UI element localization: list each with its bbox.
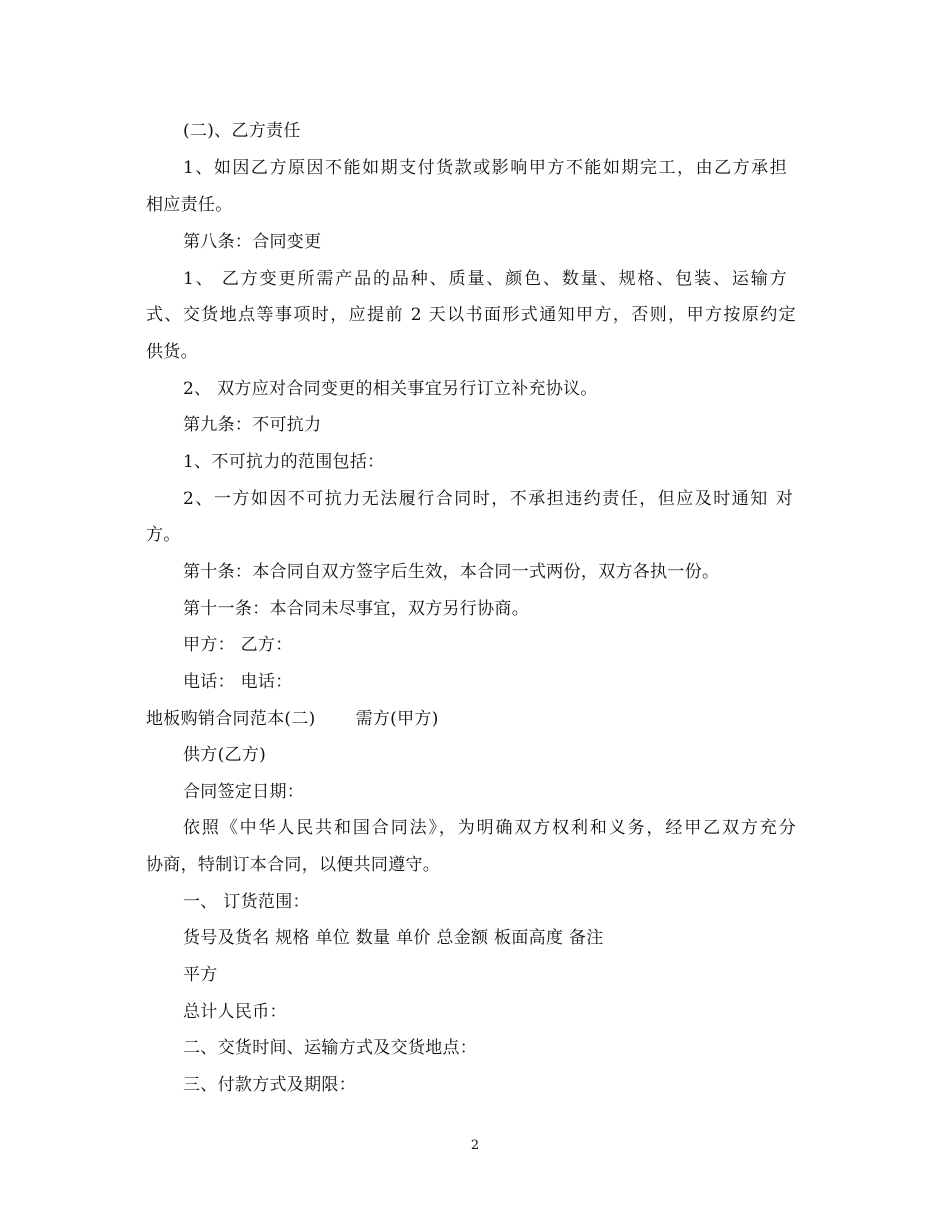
contract-title-line	[146, 708, 439, 730]
paragraph-line: 1、如因乙方原因不能如期支付货款或影响甲方不能如期完工，由乙方承担	[183, 158, 787, 178]
paragraph-line: 方。	[146, 525, 181, 545]
article-heading-11: 第十一条：本合同未尽事宜，双方另行协商。	[183, 599, 529, 619]
paragraph-line: 协商，特制订本合同，以便共同遵守。	[146, 855, 441, 875]
order-table-header: 货号及货名 规格 单位 数量 单价 总金额 板面高度 备注	[183, 928, 604, 948]
paragraph-line: 相应责任。	[146, 195, 233, 215]
article-heading-9: 第九条：不可抗力	[183, 415, 322, 435]
paragraph-line: 1、 乙方变更所需产品的品种、质量、颜色、数量、规格、包装、运输方	[183, 269, 787, 289]
signature-phones: 电话： 电话：	[183, 672, 293, 692]
article-heading-8: 第八条：合同变更	[183, 232, 322, 252]
section-heading-delivery: 二、交货时间、运输方式及交货地点：	[183, 1038, 478, 1058]
contract-date-label: 合同签定日期：	[183, 782, 305, 802]
total-rmb-label: 总计人民币：	[183, 1002, 287, 1022]
section-heading-payment: 三、付款方式及期限：	[183, 1075, 356, 1095]
paragraph-line: 2、一方如因不可抗力无法履行合同时，不承担违约责任，但应及时通知 对	[183, 489, 793, 509]
section-heading-party-b-responsibility: (二)、乙方责任	[183, 121, 301, 141]
paragraph-line: 供货。	[146, 342, 198, 362]
paragraph-line: 依照《中华人民共和国合同法》，为明确双方权利和义务，经甲乙双方充分	[183, 818, 796, 838]
contract-title: 地板购销合同范本(二)	[146, 709, 316, 729]
paragraph-line: 式、交货地点等事项时，应提前 2 天以书面形式通知甲方，否则，甲方按原约定	[146, 305, 796, 325]
paragraph-line: 2、 双方应对合同变更的相关事宜另行订立补充协议。	[183, 379, 598, 399]
paragraph-line: 1、不可抗力的范围包括：	[183, 452, 385, 472]
signature-parties: 甲方： 乙方：	[183, 635, 293, 655]
unit-square-meter: 平方	[183, 965, 218, 985]
section-heading-order-scope: 一、 订货范围：	[183, 892, 310, 912]
article-heading-10: 第十条：本合同自双方签字后生效，本合同一式两份，双方各执一份。	[183, 562, 720, 582]
page-number: 2	[470, 1138, 480, 1153]
supplier-label: 供方(乙方)	[183, 745, 267, 765]
buyer-label: 需方(甲方)	[355, 709, 439, 729]
